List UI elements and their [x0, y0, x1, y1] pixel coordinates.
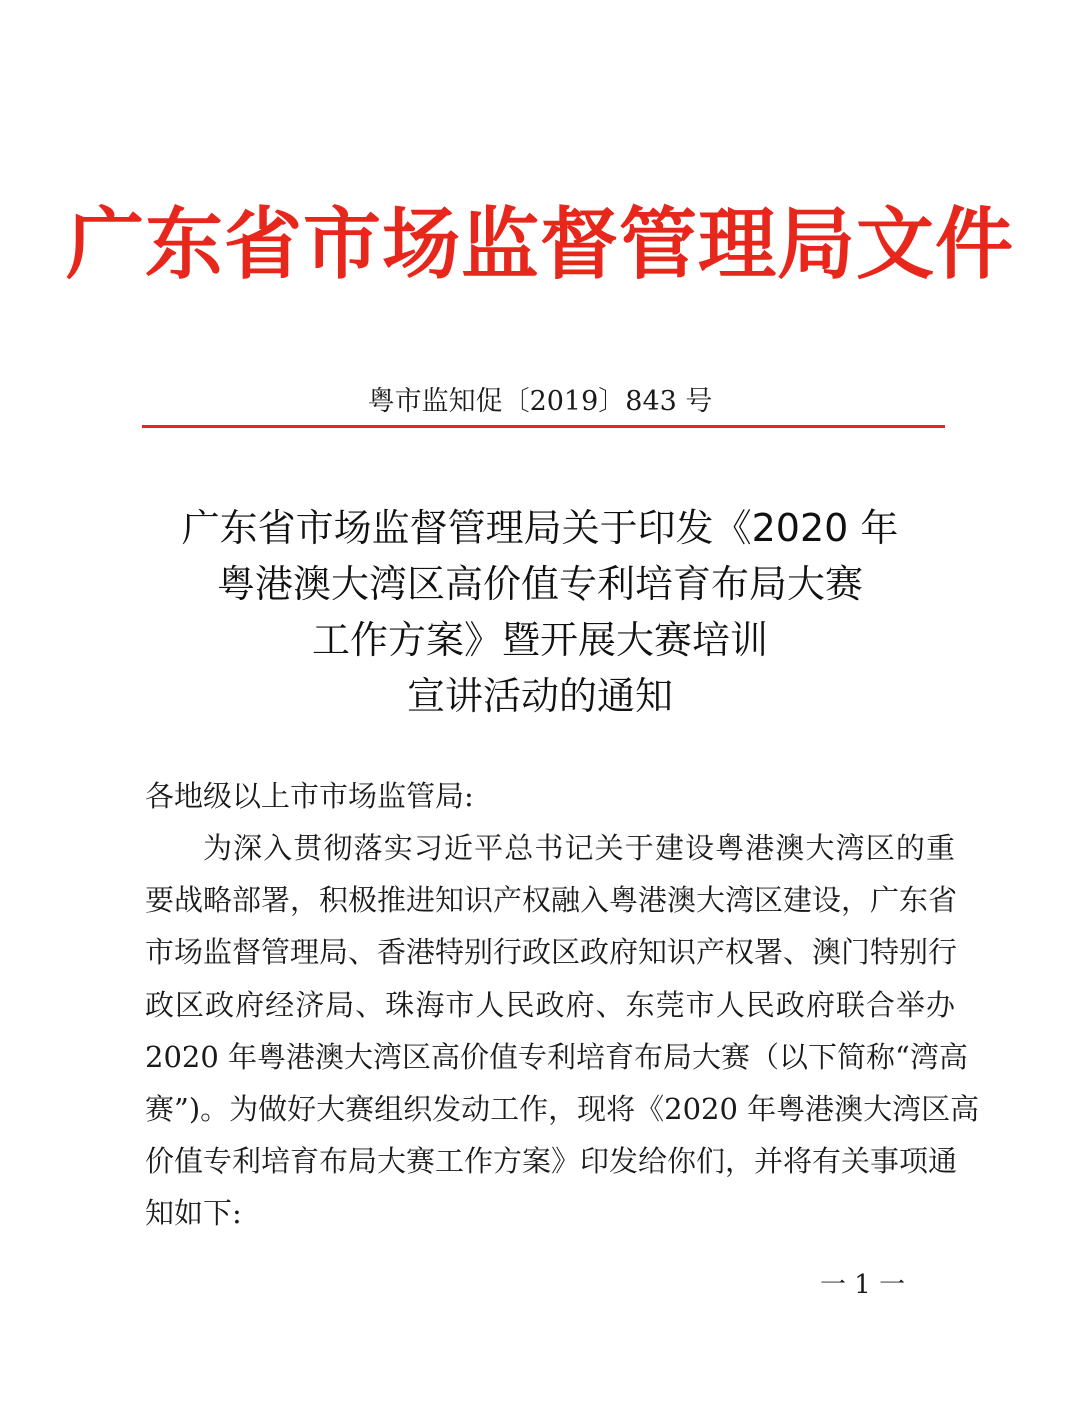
body-line: 要战略部署，积极推进知识产权融入粤港澳大湾区建设，广东省	[145, 883, 958, 918]
issuer-header-title: 广东省市场监督管理局文件	[65, 200, 1014, 290]
notice-title-line: 宣讲活动的通知	[406, 674, 673, 718]
salutation: 各地级以上市市场监管局:	[145, 779, 474, 813]
red-separator-line	[142, 425, 945, 428]
notice-title-line: 广东省市场监督管理局关于印发《2020 年	[181, 506, 899, 550]
body-line: 知如下:	[145, 1196, 242, 1231]
notice-title-line: 粤港澳大湾区高价值专利培育布局大赛	[216, 562, 863, 606]
body-line: 市场监督管理局、香港特别行政区政府知识产权署、澳门特别行	[145, 935, 958, 970]
body-line: 2020 年粤港澳大湾区高价值专利培育布局大赛（以下简称“湾高	[145, 1039, 968, 1074]
notice-title	[0, 500, 1080, 724]
body-line: 为深入贯彻落实习近平总书记关于建设粤港澳大湾区的重	[203, 831, 955, 865]
body-line: 赛”)。为做好大赛组织发动工作，现将《2020 年粤港澳大湾区高	[145, 1092, 980, 1127]
notice-title-line: 工作方案》暨开展大赛培训	[311, 618, 768, 662]
document-number: 粤市监知促〔2019〕843 号	[367, 386, 713, 417]
body-paragraph	[145, 822, 980, 1240]
body-line: 价值专利培育布局大赛工作方案》印发给你们，并将有关事项通	[145, 1144, 958, 1179]
page-number: 一 1 一	[820, 1270, 906, 1300]
body-line: 政区政府经济局、珠海市人民政府、东莞市人民政府联合举办	[145, 987, 955, 1022]
